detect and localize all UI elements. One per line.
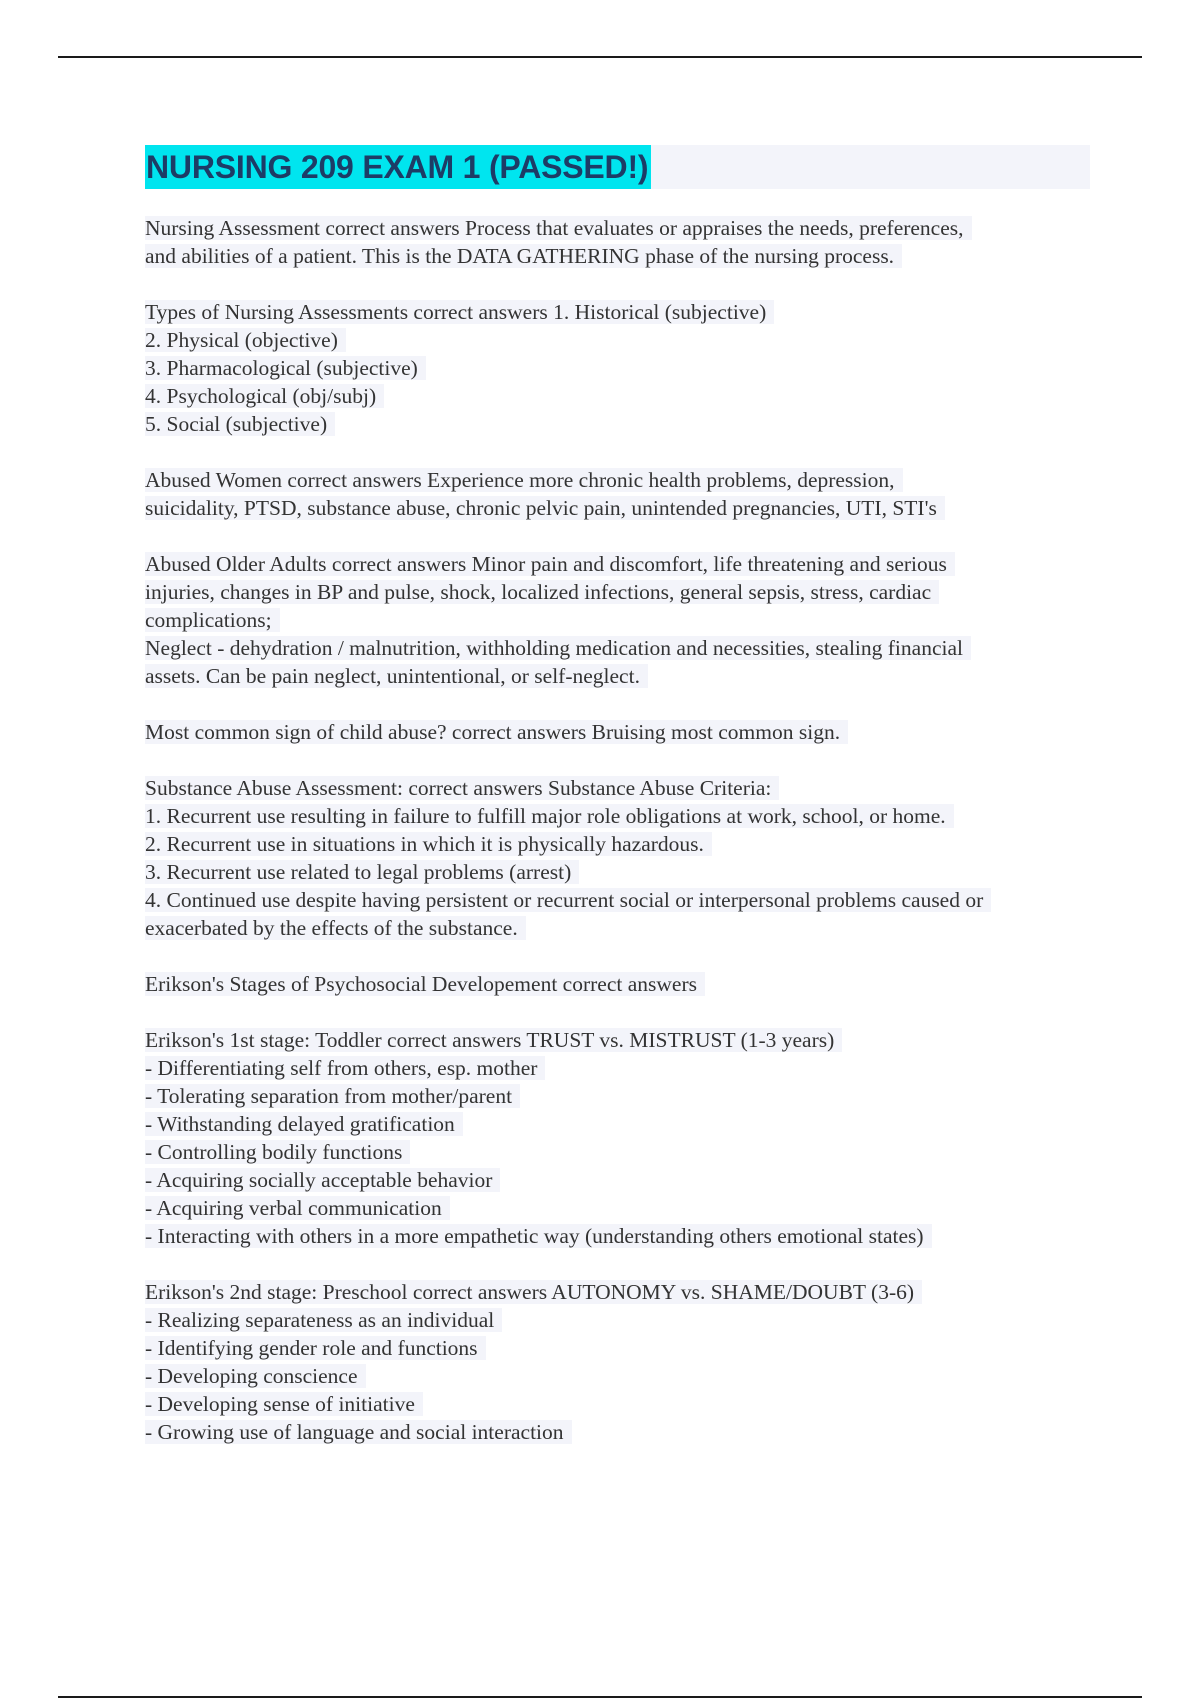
- text-line: [145, 382, 1095, 410]
- text-line-content: - Interacting with others in a more empathetic way (understanding others emotional states): [145, 1224, 932, 1248]
- text-line: [145, 1110, 1095, 1138]
- text-line: [145, 1362, 1095, 1390]
- text-line-content: Erikson's 1st stage: Toddler correct answers TRUST vs. MISTRUST (1-3 years): [145, 1028, 842, 1052]
- text-line: [145, 242, 1095, 270]
- text-line-content: Abused Women correct answers Experience more chronic health problems, depression,: [145, 468, 903, 492]
- text-line-content: Abused Older Adults correct answers Minor pain and discomfort, life threatening and serious: [145, 552, 955, 576]
- qa-entry: [145, 970, 1095, 998]
- text-line: [145, 718, 1095, 746]
- text-line-content: - Controlling bodily functions: [145, 1140, 410, 1164]
- text-line: [145, 578, 1095, 606]
- text-line-content: - Growing use of language and social interaction: [145, 1420, 572, 1444]
- text-line-content: 3. Pharmacological (subjective): [145, 356, 426, 380]
- text-line-content: Most common sign of child abuse? correct answers Bruising most common sign.: [145, 720, 848, 744]
- qa-entry: [145, 1026, 1095, 1250]
- text-line-content: - Developing sense of initiative: [145, 1392, 423, 1416]
- text-line-content: 4. Psychological (obj/subj): [145, 384, 384, 408]
- text-line-content: - Acquiring verbal communication: [145, 1196, 450, 1220]
- qa-entry: [145, 298, 1095, 438]
- text-line: [145, 1054, 1095, 1082]
- top-divider: [58, 56, 1142, 58]
- text-line: [145, 634, 1095, 662]
- text-line-content: Erikson's Stages of Psychosocial Developement correct answers: [145, 972, 705, 996]
- text-line: [145, 886, 1095, 914]
- text-line: [145, 662, 1095, 690]
- text-line: [145, 410, 1095, 438]
- text-line-content: 2. Recurrent use in situations in which it is physically hazardous.: [145, 832, 712, 856]
- text-line: [145, 494, 1095, 522]
- text-line-content: suicidality, PTSD, substance abuse, chronic pelvic pain, unintended pregnancies, UTI, STI's: [145, 496, 945, 520]
- text-line-content: - Withstanding delayed gratification: [145, 1112, 463, 1136]
- text-line: [145, 1418, 1095, 1446]
- text-line-content: - Differentiating self from others, esp. mother: [145, 1056, 545, 1080]
- text-line: [145, 606, 1095, 634]
- text-line: [145, 354, 1095, 382]
- text-line: [145, 466, 1095, 494]
- text-line-content: - Realizing separateness as an individual: [145, 1308, 502, 1332]
- text-line: [145, 1390, 1095, 1418]
- text-line: [145, 214, 1095, 242]
- document-body: [145, 214, 1095, 1474]
- text-line-content: 3. Recurrent use related to legal problems (arrest): [145, 860, 579, 884]
- text-line-content: - Acquiring socially acceptable behavior: [145, 1168, 500, 1192]
- text-line-content: injuries, changes in BP and pulse, shock, localized infections, general sepsis, stress, cardiac: [145, 580, 939, 604]
- qa-entry: [145, 774, 1095, 942]
- page-title: NURSING 209 EXAM 1 (PASSED!): [145, 145, 651, 189]
- text-line: [145, 858, 1095, 886]
- text-line: [145, 298, 1095, 326]
- text-line: [145, 830, 1095, 858]
- qa-entry: [145, 718, 1095, 746]
- text-line: [145, 1306, 1095, 1334]
- qa-entry: [145, 214, 1095, 270]
- text-line-content: Neglect - dehydration / malnutrition, withholding medication and necessities, stealing financial: [145, 636, 971, 660]
- text-line-content: Erikson's 2nd stage: Preschool correct answers AUTONOMY vs. SHAME/DOUBT (3-6): [145, 1280, 922, 1304]
- qa-entry: [145, 550, 1095, 690]
- bottom-divider: [58, 1696, 1142, 1698]
- text-line-content: - Identifying gender role and functions: [145, 1336, 486, 1360]
- text-line: [145, 1278, 1095, 1306]
- text-line-content: complications;: [145, 608, 280, 632]
- text-line-content: 4. Continued use despite having persistent or recurrent social or interpersonal problems caused or: [145, 888, 991, 912]
- text-line: [145, 1194, 1095, 1222]
- text-line-content: Substance Abuse Assessment: correct answers Substance Abuse Criteria:: [145, 776, 779, 800]
- text-line: [145, 914, 1095, 942]
- qa-entry: [145, 466, 1095, 522]
- text-line-content: exacerbated by the effects of the substance.: [145, 916, 526, 940]
- text-line: [145, 1334, 1095, 1362]
- text-line: [145, 550, 1095, 578]
- text-line-content: and abilities of a patient. This is the DATA GATHERING phase of the nursing process.: [145, 244, 902, 268]
- text-line-content: - Tolerating separation from mother/parent: [145, 1084, 520, 1108]
- text-line-content: 1. Recurrent use resulting in failure to fulfill major role obligations at work, school, or home.: [145, 804, 954, 828]
- text-line: [145, 1026, 1095, 1054]
- text-line-content: Nursing Assessment correct answers Process that evaluates or appraises the needs, preferences,: [145, 216, 972, 240]
- text-line: [145, 1166, 1095, 1194]
- text-line-content: Types of Nursing Assessments correct answers 1. Historical (subjective): [145, 300, 774, 324]
- text-line-content: - Developing conscience: [145, 1364, 366, 1388]
- text-line: [145, 970, 1095, 998]
- qa-entry: [145, 1278, 1095, 1446]
- text-line: [145, 1082, 1095, 1110]
- text-line: [145, 1138, 1095, 1166]
- text-line: [145, 802, 1095, 830]
- text-line-content: assets. Can be pain neglect, unintentional, or self-neglect.: [145, 664, 648, 688]
- text-line-content: 2. Physical (objective): [145, 328, 346, 352]
- text-line: [145, 326, 1095, 354]
- text-line: [145, 774, 1095, 802]
- text-line-content: 5. Social (subjective): [145, 412, 335, 436]
- text-line: [145, 1222, 1095, 1250]
